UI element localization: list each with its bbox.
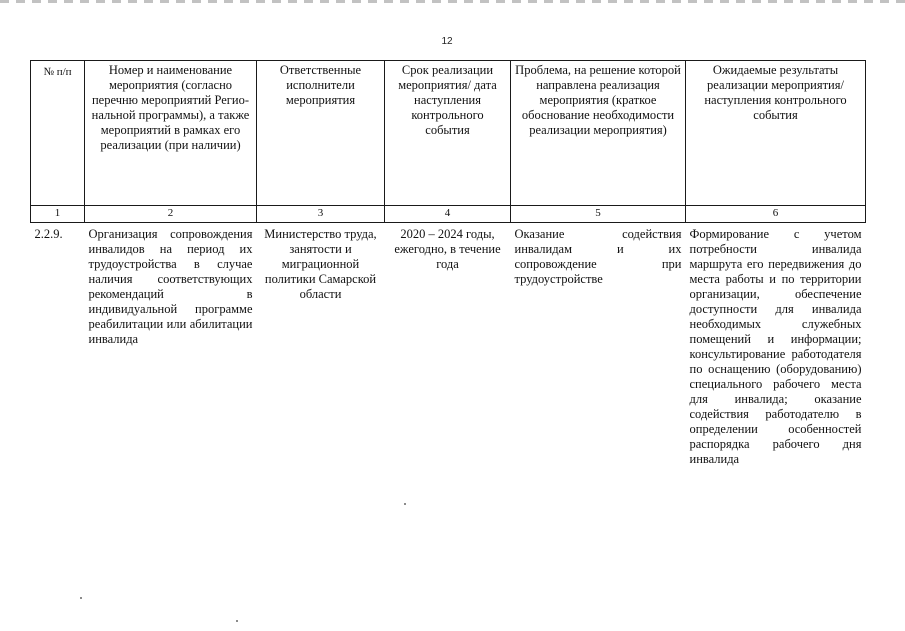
column-number: 4 [385, 206, 511, 223]
header-results: Ожидаемые результаты реализации мероприятия/ наступления контрольного события [686, 61, 866, 206]
header-measure: Номер и наименование мероприятия (согласно перечню мероприятий Регио-нальной программы), а также мероприятий в рамках его реализации (при наличии) [85, 61, 257, 206]
scan-speck [404, 503, 406, 505]
column-number: 3 [257, 206, 385, 223]
header-problem: Проблема, на решение которой направлена реализация мероприятия (краткое обоснование необходимости реализации мероприятия) [511, 61, 686, 206]
column-number: 5 [511, 206, 686, 223]
problem-text: Оказание содействия инвалидам и их сопровождение при трудоустройстве [514, 227, 682, 286]
column-number: 1 [31, 206, 85, 223]
page-number: 12 [441, 36, 453, 47]
column-number: 2 [85, 206, 257, 223]
header-term: Срок реализации мероприятия/ дата наступления контрольного события [385, 61, 511, 206]
executors-text: Министерство труда, занятости и миграционной политики Самарской области [264, 227, 377, 301]
header-number: № п/п [31, 61, 85, 206]
scan-edge-line [0, 0, 905, 3]
row-number: 2.2.9. [34, 227, 63, 241]
results-text: Формирование с учетом потребности инвалида маршрута его передвижения до места работы и по территории организации, обеспечение доступности для инвалида необходимых служебных помещений и информации; консультирование работодателя по оснащению (оборудованию) специального рабочего места для инвалида; оказание содействия работодателю в определении особенностей распорядка рабочего дня инвалида [689, 227, 862, 466]
scan-speck [236, 620, 238, 622]
term-text: 2020 – 2024 годы, ежегодно, в течение года [394, 227, 501, 271]
scan-speck [80, 597, 82, 599]
table-header-row [31, 61, 866, 206]
measure-text: Организация сопровождения инвалидов на период их трудоустройства в случае наличия соответствующих рекомендаций в индивидуальной программе реабилитации или абилитации инвалида [88, 227, 253, 346]
column-number-row [31, 206, 866, 223]
header-executors: Ответственные исполнители мероприятия [257, 61, 385, 206]
table-row [31, 223, 866, 468]
measures-table [30, 60, 866, 467]
column-number: 6 [686, 206, 866, 223]
